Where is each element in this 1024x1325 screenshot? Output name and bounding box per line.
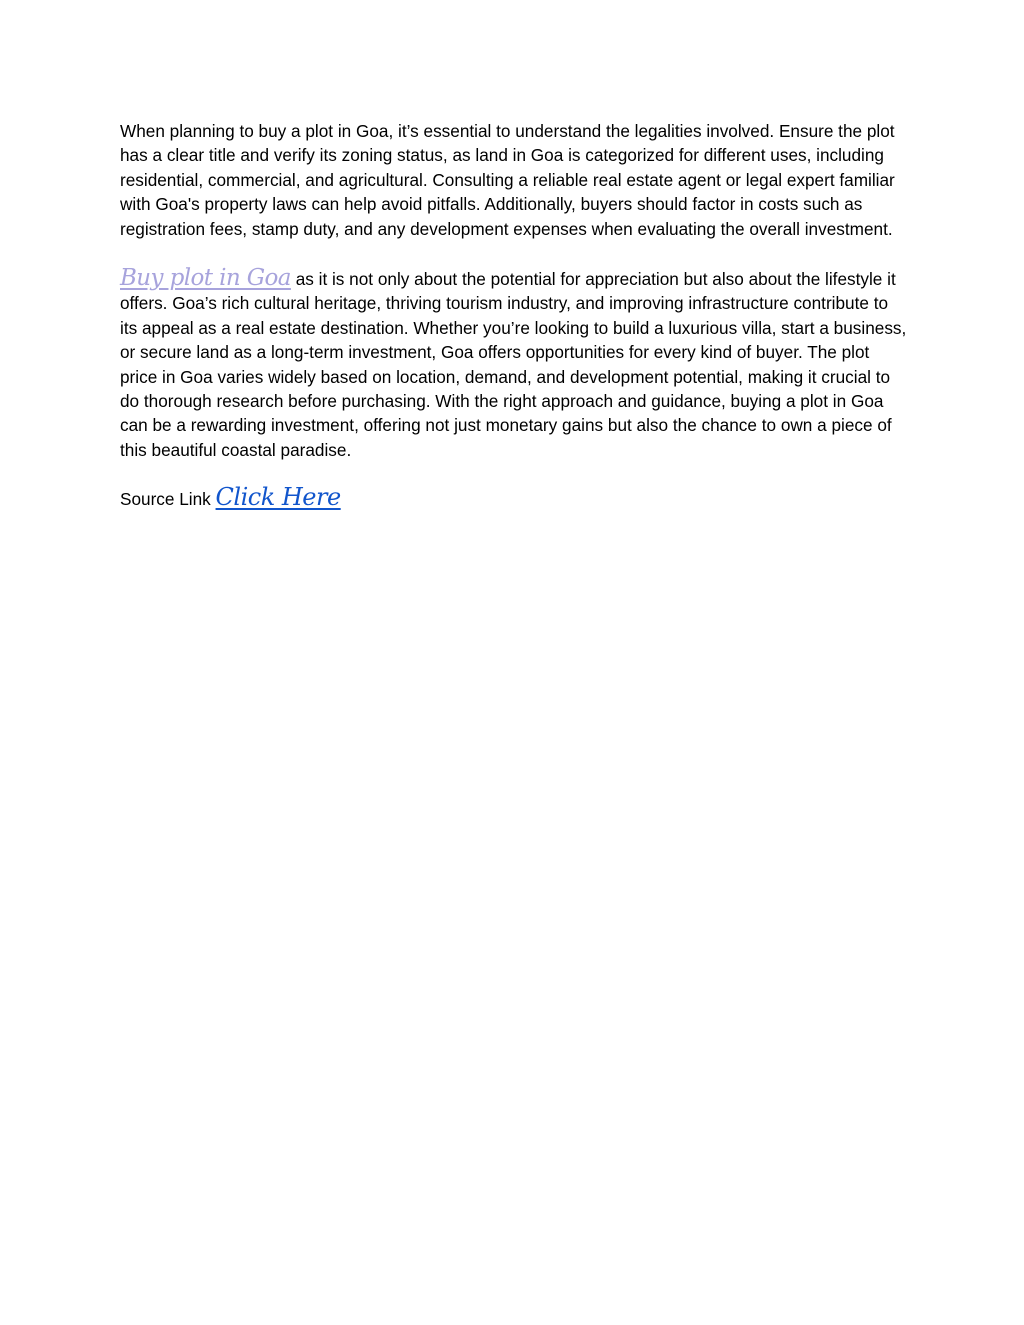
paragraph-lifestyle: [120, 266, 910, 462]
source-line: [120, 485, 910, 511]
buy-plot-in-goa-link[interactable]: Buy plot in Goa: [120, 265, 291, 292]
click-here-link[interactable]: Click Here: [215, 483, 341, 512]
paragraph-legalities: When planning to buy a plot in Goa, it’s essential to understand the legalities involved. Ensure the plot has a clear title and verify its zoning status, as land in Goa is categorized for different uses, including residential, commercial, and agricultural. Consulting a reliable real estate agent or legal expert familiar with Goa's property laws can help avoid pitfalls. Additionally, buyers should factor in costs such as registration fees, stamp duty, and any development expenses when evaluating the overall investment.: [120, 121, 895, 239]
source-link-label: Source Link: [120, 489, 216, 510]
document-body: [120, 119, 910, 512]
paragraph-lifestyle-text: as it is not only about the potential for appreciation but also about the lifestyle it offers. Goa’s rich cultural heritage, thriving tourism industry, and improving infrastructure contribute to its appeal as a real estate destination. Whether you’re looking to build a luxurious villa, start a business, or secure land as a long-term investment, Goa offers opportunities for every kind of buyer. The plot price in Goa varies widely based on location, demand, and development potential, making it crucial to do thorough research before purchasing. With the right approach and guidance, buying a plot in Goa can be a rewarding investment, offering not just monetary gains but also the chance to own a piece of this beautiful coastal paradise.: [120, 269, 907, 460]
